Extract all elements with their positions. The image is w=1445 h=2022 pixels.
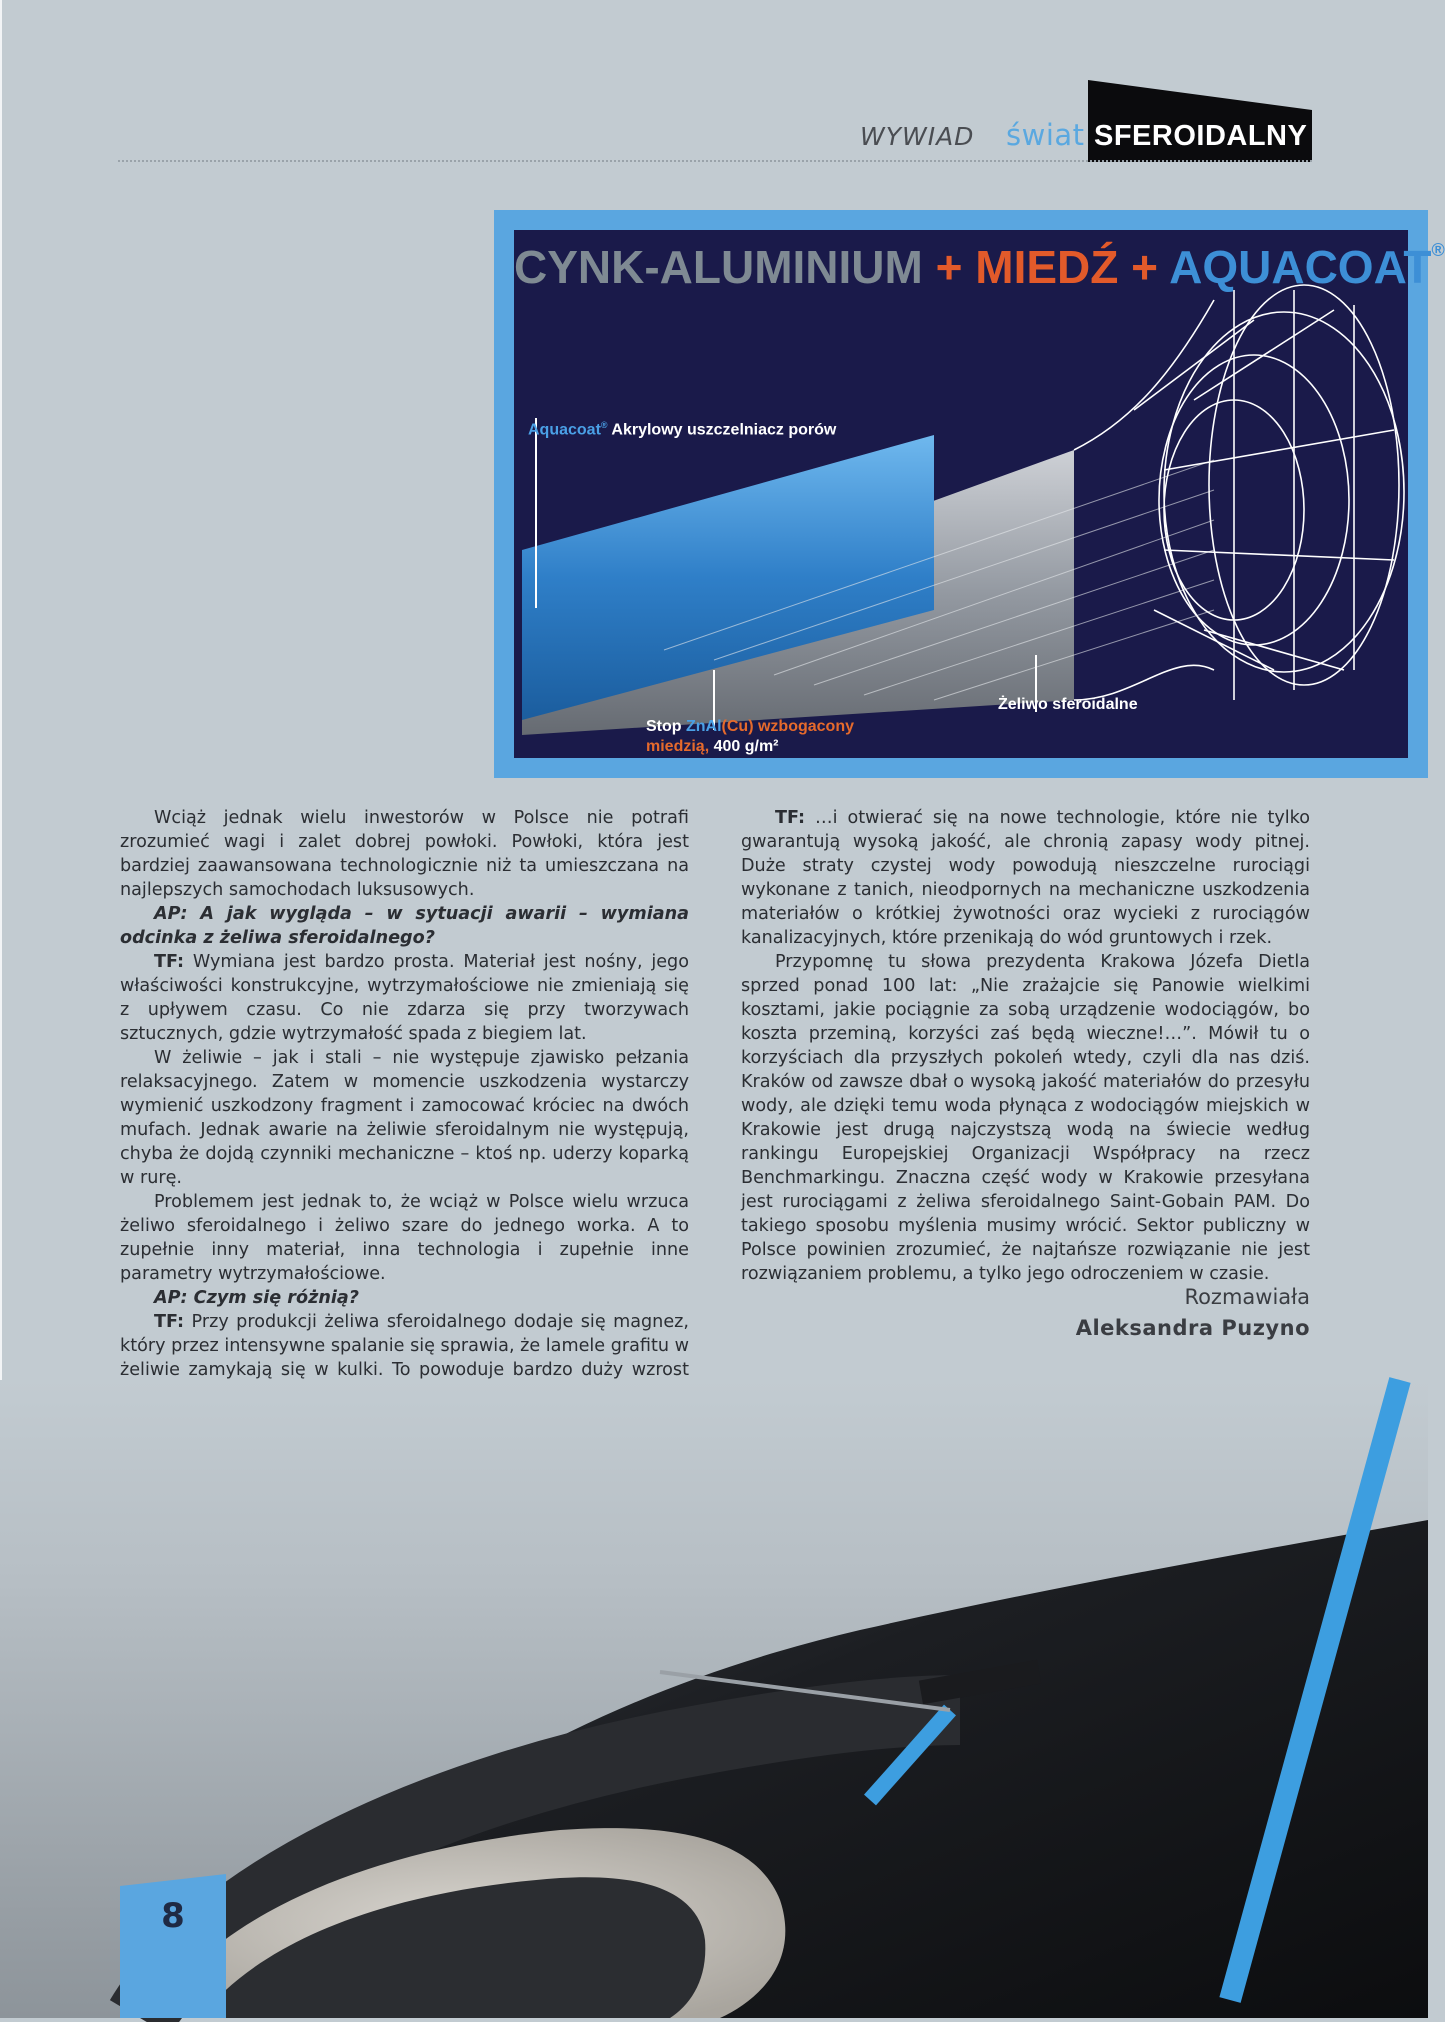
paragraph: Problemem jest jednak to, że wciąż w Polsce wielu wrzuca żeliwo sferoidalnego i żeliwo szare do jednego worka. A to zupełnie inny materiał, inna technologia i zupełnie inne parametry wytrzymałościowe. bbox=[120, 1192, 689, 1284]
label-alloy-cu: (Cu) wzbogacony bbox=[721, 718, 854, 735]
answer-text: Wymiana jest bardzo prosta. Materiał jest nośny, jego właściwości konstrukcyjne, wytrzymałościowe nie zmieniają się z upływem czasu. Co nie zdarza się przy tworzywach sztucznych, gdzie wytrzymałość spada z biegiem lat. bbox=[120, 952, 689, 1044]
interview-question: AP: Czym się różnią? bbox=[154, 1288, 359, 1308]
paragraph: Przypomnę tu słowa prezydenta Krakowa Józefa Dietla sprzed ponad 100 lat: „Nie zrażajcie się Panowie wielkimi kosztami, jakie pociągnie za sobą urządzenie wodociągów, bo koszta przeminą, korzyści zaś będą wieczne!…”. Mówił tu o korzyściach dla przyszłych pokoleń wtedy, czyli dla nas dziś. Kraków od zawsze dbał o wysoką jakość materiałów do przesyłu wody, ale dzięki temu woda płynąca z wodociągów miejskich w Krakowie jest drugą najczystszą wodą na świecie według rankingu Europejskiej Organizacji Współpracy na rzecz Benchmarkingu. Znaczna część wody w Krakowie przesyłana jest rurociągami z żeliwa sferoidalnego Saint-Gobain PAM. Do takiego sposobu myślenia musimy wrócić. Sektor publiczny w Polsce powinien zrozumieć, że najtańsze rozwiązanie nie jest rozwiązaniem problemu, a tylko jego odroczeniem w czasie. bbox=[741, 952, 1310, 1284]
label-alloy-copper: miedzią, bbox=[646, 738, 710, 755]
label-alloy bbox=[646, 718, 854, 736]
header-divider bbox=[118, 160, 1312, 162]
speaker-label: TF: bbox=[154, 1312, 185, 1332]
label-aquacoat-reg: ® bbox=[600, 420, 608, 430]
title-zinc-aluminium: CYNK-ALUMINIUM bbox=[514, 241, 923, 293]
interview-answer bbox=[120, 950, 689, 1046]
page-number: 8 bbox=[161, 1896, 185, 1936]
paragraph: W żeliwie – jak i stali – nie występuje zjawisko pełzania relaksacyjnego. Zatem w momencie uszkodzenia wystarczy wymienić uszkodzony fragment i zamocować króciec na dwóch mufach. Jednak awarie na żeliwie sferoidalnym nie występują, chyba że dojdą czynniki mechaniczne – ktoś np. uderzy koparką w rurę. bbox=[120, 1048, 689, 1188]
title-plus-2: + bbox=[1131, 241, 1159, 293]
label-alloy-znal: ZnAl bbox=[686, 718, 722, 735]
brand-logo bbox=[1088, 80, 1312, 162]
label-aquacoat-brand: Aquacoat bbox=[528, 421, 601, 439]
speaker-label: TF: bbox=[775, 808, 806, 828]
signature-role: Rozmawiała bbox=[1184, 1285, 1310, 1309]
article-column-right bbox=[741, 806, 1310, 1286]
label-aquacoat-text: Akrylowy uszczelniacz porów bbox=[607, 421, 837, 439]
label-aquacoat bbox=[528, 420, 836, 439]
figure-title bbox=[514, 240, 1445, 294]
speaker-label: TF: bbox=[154, 952, 185, 972]
label-ductile-iron: Żeliwo sferoidalne bbox=[998, 696, 1138, 713]
title-aquacoat: AQUACOAT bbox=[1169, 241, 1432, 293]
signature-name: Aleksandra Puzyno bbox=[1075, 1316, 1310, 1340]
interview-answer bbox=[741, 806, 1310, 950]
title-plus-1: + bbox=[935, 241, 963, 293]
title-copper: MIEDŹ bbox=[975, 241, 1119, 293]
interview-question: AP: A jak wygląda – w sytuacji awarii – wymiana odcinka z żeliwa sferoidalnego? bbox=[120, 904, 689, 948]
answer-text: …i otwierać się na nowe technologie, które nie tylko gwarantują wysoką jakość, ale chronią zapasy wody pitnej. Duże straty czystej wody powodują nieszczelne rurociągi wykonane z tanich, nieodpornych na mechaniczne uszkodzenia materiałów o krótkiej żywotności oraz wycieki z rurociągów kanalizacyjnych, które przenikają do wód gruntowych i rzek. bbox=[741, 808, 1310, 948]
paragraph: Wciąż jednak wielu inwestorów w Polsce nie potrafi zrozumieć wagi i zalet dobrej powłoki. Powłoki, która jest bardziej zaawansowana technologicznie niż ta umieszczana na najlepszych samochodach luksusowych. bbox=[120, 808, 689, 900]
figure-frame bbox=[494, 210, 1445, 778]
section-label: WYWIAD bbox=[860, 122, 975, 151]
title-registered: ® bbox=[1431, 240, 1445, 260]
brand-logo-text: SFEROIDALNY bbox=[1094, 120, 1308, 152]
page-number-tab bbox=[120, 1874, 226, 2018]
label-alloy-stop: Stop bbox=[646, 718, 686, 735]
pipe-illustration bbox=[514, 230, 1445, 758]
pipe-drawing bbox=[514, 230, 1408, 758]
brand-prefix: świat bbox=[1006, 118, 1085, 152]
answer-text: Przy produkcji żeliwa sferoidalnego dodaje się magnez, który przez intensywne spalanie się sprawia, że lamele grafitu w żeliwie zamykają się w kulki. To powoduje bardzo duży wzrost bbox=[120, 1312, 690, 1380]
label-alloy-weight: 400 g/m² bbox=[709, 738, 779, 755]
label-alloy-line2 bbox=[646, 738, 779, 756]
